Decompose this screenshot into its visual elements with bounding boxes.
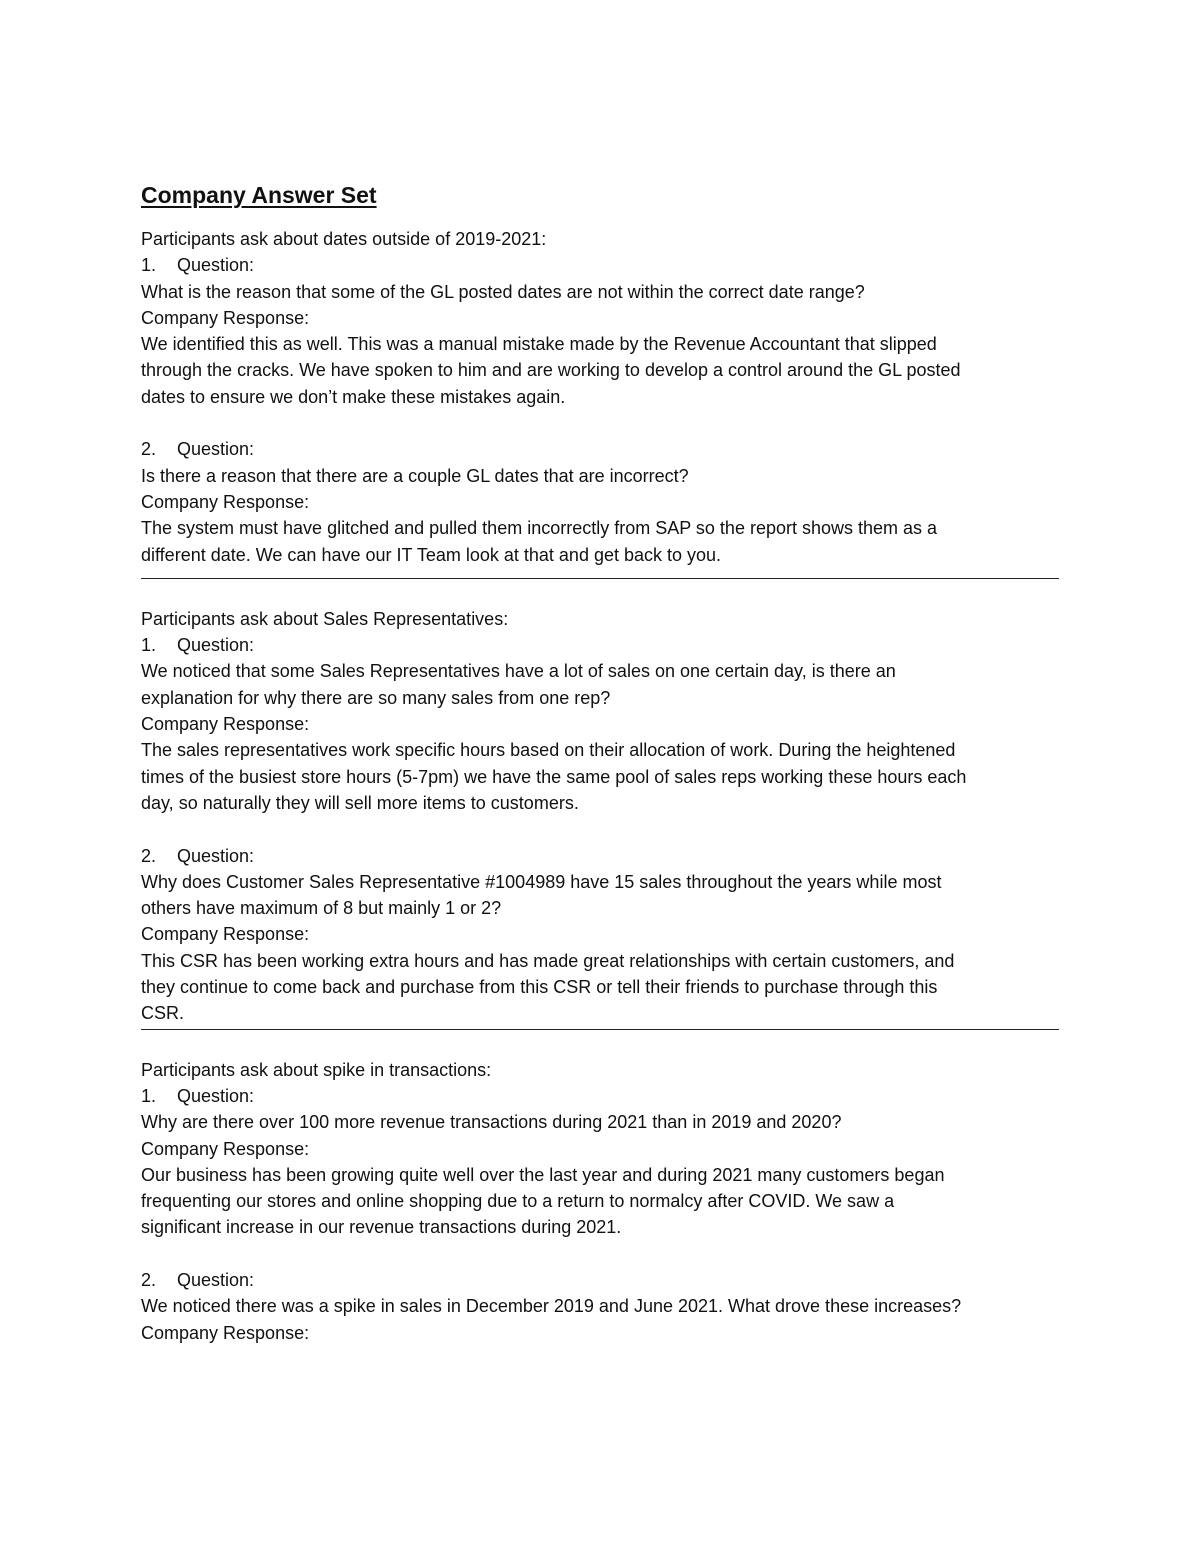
section-heading: Participants ask about dates outside of 2019-2021:: [141, 229, 547, 249]
question-text: We noticed there was a spike in sales in December 2019 and June 2021. What drove these increases?: [141, 1296, 962, 1317]
blank-line: [141, 1241, 1059, 1267]
question-text: others have maximum of 8 but mainly 1 or 2?: [141, 898, 502, 919]
response-text: significant increase in our revenue transactions during 2021.: [141, 1217, 622, 1238]
item-number: 1.: [141, 255, 157, 276]
response-label: Company Response:: [141, 1322, 310, 1343]
question-text: explanation for why there are so many sales from one rep?: [141, 687, 611, 708]
section-transactions: [141, 1057, 1059, 1346]
question-label: Question:: [177, 845, 255, 866]
item-number: 2.: [141, 439, 157, 460]
question-label: Question:: [177, 635, 255, 656]
response-text: times of the busiest store hours (5-7pm) we have the same pool of sales reps working these hours each: [141, 766, 967, 787]
response-label: Company Response:: [141, 924, 310, 945]
response-text: Our business has been growing quite well over the last year and during 2021 many customers began: [141, 1164, 945, 1185]
section-heading: Participants ask about spike in transactions:: [141, 1059, 492, 1080]
blank-line: [141, 410, 1059, 436]
response-text: through the cracks. We have spoken to him and are working to develop a control around the GL posted: [141, 360, 961, 381]
question-label: Question:: [177, 255, 255, 276]
question-text: Why does Customer Sales Representative #1004989 have 15 sales throughout the years while most: [141, 871, 942, 892]
question-label-row: [141, 252, 1059, 278]
section-dates: [141, 226, 1059, 568]
item-number: 1.: [141, 635, 157, 656]
item-number: 2.: [141, 1269, 157, 1290]
question-text: Is there a reason that there are a couple GL dates that are incorrect?: [141, 465, 689, 486]
section-divider: [141, 1029, 1059, 1030]
response-text: different date. We can have our IT Team look at that and get back to you.: [141, 544, 722, 565]
question-label-row: [141, 632, 1059, 658]
question-label: Question:: [177, 1085, 255, 1106]
question-label-row: [141, 1267, 1059, 1293]
question-label-row: [141, 843, 1059, 869]
question-text: Why are there over 100 more revenue transactions during 2021 than in 2019 and 2020?: [141, 1112, 842, 1133]
question-text: What is the reason that some of the GL posted dates are not within the correct date range?: [141, 281, 865, 302]
response-text: frequenting our stores and online shopping due to a return to normalcy after COVID. We saw a: [141, 1191, 895, 1212]
response-text: dates to ensure we don’t make these mistakes again.: [141, 386, 566, 407]
item-number: 1.: [141, 1085, 157, 1106]
question-label: Question:: [177, 439, 255, 460]
response-text: The system must have glitched and pulled them incorrectly from SAP so the report shows them as a: [141, 518, 938, 539]
response-text: they continue to come back and purchase from this CSR or tell their friends to purchase through this: [141, 977, 938, 998]
response-label: Company Response:: [141, 714, 310, 735]
item-number: 2.: [141, 845, 157, 866]
section-sales-reps: [141, 606, 1059, 1027]
document-title: Company Answer Set: [141, 182, 377, 208]
response-label: Company Response:: [141, 1138, 310, 1159]
section-divider: [141, 578, 1059, 579]
response-label: Company Response:: [141, 307, 310, 328]
question-label-row: [141, 436, 1059, 462]
response-text: day, so naturally they will sell more items to customers.: [141, 792, 579, 813]
response-text: The sales representatives work specific hours based on their allocation of work. During the heightened: [141, 740, 956, 761]
document-page: [141, 178, 1059, 1346]
section-heading: Participants ask about Sales Representatives:: [141, 608, 509, 629]
response-text: CSR.: [141, 1003, 185, 1024]
question-label-row: [141, 1083, 1059, 1109]
response-text: This CSR has been working extra hours and has made great relationships with certain customers, and: [141, 950, 955, 971]
question-label: Question:: [177, 1269, 255, 1290]
blank-line: [141, 816, 1059, 842]
question-text: We noticed that some Sales Representatives have a lot of sales on one certain day, is there an: [141, 661, 896, 682]
response-label: Company Response:: [141, 491, 310, 512]
response-text: We identified this as well. This was a manual mistake made by the Revenue Accountant that slipped: [141, 334, 937, 355]
